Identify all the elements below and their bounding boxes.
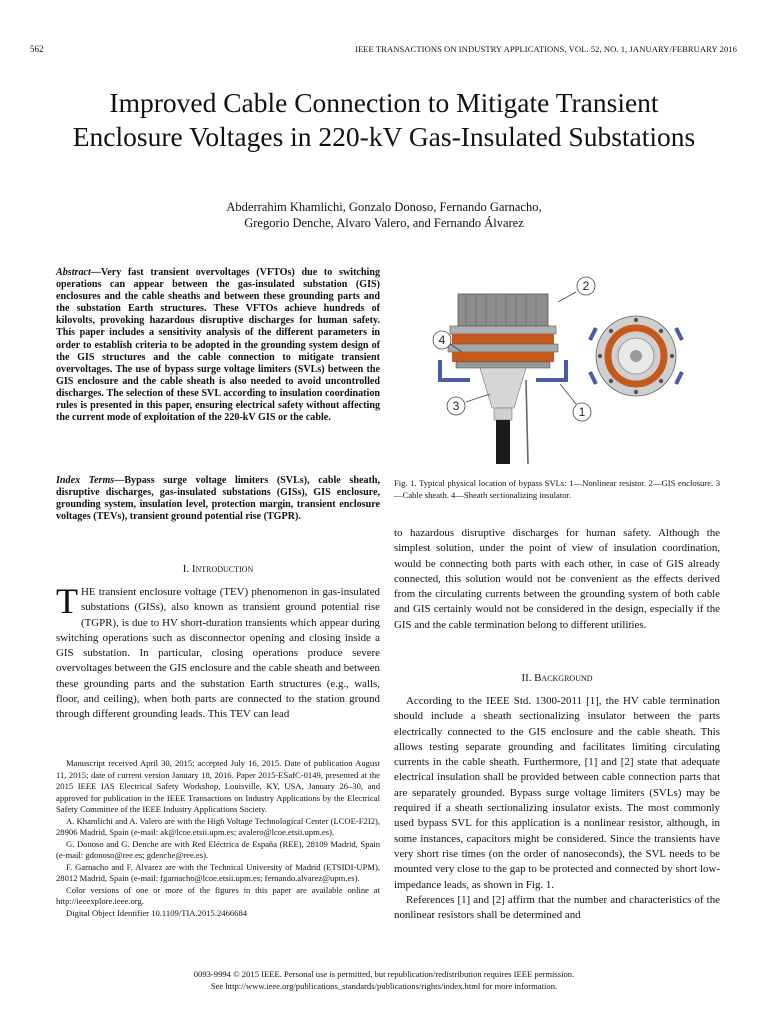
svl-blue-top-view-bottom-left [590,372,596,384]
gis-top-block [458,294,548,326]
abstract [56,267,380,424]
cable-sheath [496,420,510,464]
footnote-author-3: F. Garnacho and F. Alvarez are with the Technical University of Madrid (ETSIDI-UPM), 28012 Madrid, Spain (e-mail: fgarnacho@lcoe.etsii.upm.es; fernando.alvarez@upm.es). [56,861,380,883]
footnote-color: Color versions of one or more of the figures in this paper are available online at http://ieeexplore.ieee.org. [56,884,380,906]
figure-caption: Fig. 1. Typical physical location of bypass SVLs: 1—Nonlinear resistor. 2—GIS enclosure. 3—Cable sheath. 4—Sheath sectionalizing insulator. [394,478,720,500]
abstract-text: —Very fast transient overvoltages (VFTOs) due to switching operations can appear between the gas-insulated substation (GIS) enclosures and the cable sheaths and between these grounding parts and the substation Earth structures. These VFTOs achieve hundreds of kilovolts, provoking hazardous disruptive discharges for human safety. This paper includes a sensitivity analysis of the different parameters in order to establish criteria to be adopted in the grounding system design of the GIS structures and the cable connection to mitigate transient overvoltages. The use of bypass surge voltage limiters (SVLs) between the GIS enclosure and the cable sheath is also needed to avoid uncontrolled discharges. The selection of these SVL according to insulation coordination rules is presented in this paper, ensuring electrical safety without affecting the current mode of exploitation of the 220-kV GIS or the cable. [56,267,380,424]
abstract-label: Abstract [56,267,91,278]
footnotes [56,758,380,919]
ground-lead [526,380,528,464]
footnote-doi: Digital Object Identifier 10.1109/TIA.2015.2466684 [66,907,248,918]
top-view [590,316,682,396]
svl-blue-top-view-left [590,328,596,340]
index-terms-label: Index Terms [56,475,115,486]
index-terms-text: —Bypass surge voltage limiters (SVLs), cable sheath, disruptive discharges, gas-insulated substations (GISs), GIS enclosure, grounding system, insulation level, protection margin, transient enclosure voltages (TEVs), transient ground potential rise (TGPR). [56,475,380,523]
svl-blue-top-view-bottom-right [676,372,682,384]
figure-1 [430,268,694,464]
flange-center [630,350,642,362]
insulator-ring-orange-1 [452,334,554,344]
dropcap: T [56,581,78,621]
cable-neck [494,408,512,420]
intro-text: HE transient enclosure voltage (TEV) phenomenon in gas-insulated substations (GISs), also known as transient ground potential rise (TGPR), is due to HV short-duration transients which appear during switching operations such as disconnector opening and closing inside a GIS substation. In particular, closing operations produce severe overvoltages between the GIS enclosure and the cable sheath and between these grounding parts and the substation Earth structures (e.g., walls, floor, and ceiling), when both parts are connected to the station ground through different grounding leads. This TEV can lead [56,586,380,721]
intro-paragraph [56,581,380,723]
authors-line-1: Abderrahim Khamlichi, Gonzalo Donoso, Fernando Garnacho, [226,200,542,214]
flange-upper [450,326,556,334]
background-paragraph-2: References [1] and [2] affirm that the number and characteristics of the nonlinear resistors shall be determined and [394,893,720,922]
journal-header: IEEE TRANSACTIONS ON INDUSTRY APPLICATIONS, VOL. 52, NO. 1, JANUARY/FEBRUARY 2016 [355,44,737,54]
intro-heading: I. Introduction [182,563,254,575]
callout-4-label: 4 [438,333,446,347]
footnote-manuscript: Manuscript received April 30, 2015; accepted July 16, 2015. Date of publication August 11, 2015; date of current version January 18, 2016. Paper 2015-ESafC-0149, presented at the 2015 IEEE IAS Electrical Safety Workshop, Louisville, KY, USA, January 26–30, and approved for publication in the IEEE Transactions on Industry Applications by the Electrical Safety Committee of the IEEE Industry Applications Society. [56,758,380,814]
footnote-author-1: A. Khamlichi and A. Valero are with the High Voltage Technological Center (LCOE-F2I2), 28906 Madrid, Spain (e-mail: ak@lcoe.etsii.upm.es; avalero@lcoe.etsii.upm.es). [56,815,380,837]
authors-line-2: Gregorio Denche, Alvaro Valero, and Fernando Álvarez [244,215,524,230]
background-heading: II. Background [521,672,593,684]
cable-cone [480,368,526,408]
copyright-notice [90,968,678,992]
copyright-line-2: See http://www.ieee.org/publications_standards/publications/rights/index.html for more information. [210,981,558,991]
flange-middle [448,344,558,352]
insulator-ring-orange-2 [452,352,554,362]
right-paragraph-1: to hazardous disruptive discharges for human safety. Although the simplest solution, under the point of view of insulation coordination, would be connecting both parts with each other, in case of GIS already connected, this solution would not be convenient as the effects derived from the circulating currents between the grounding system of both cable and GIS certainly would not be considered in the design, especially if the GIS and the cable termination belong to different utilities. [394,527,720,631]
callout-1-label: 1 [578,405,586,419]
footnote-author-2: G. Donoso and G. Denche are with Red Eléctrica de España (REE), 28109 Madrid, Spain (e-mail: gdonoso@ree.es; gdenche@ree.es). [56,838,380,860]
side-view [440,294,566,464]
authors [100,200,668,231]
background-section [394,694,720,923]
index-terms [56,475,380,523]
background-paragraph-1: According to the IEEE Std. 1300-2011 [1], the HV cable termination should include a sheath sectionalizing insulator between the parts electrically connected to the GIS enclosure and the cable sheath. This allows testing separate grounding and facilitates limiting circulating currents in the cable sheath. Furthermore, [1] and [2] state that adequate electrical insulation shall be provided between cable connection parts that are separately grounded. Bypass surge voltage limiters (SVLs) may be required if a sheath sectionalizing insulator exists. The most commonly used bypass SVL for this application is a nonlinear resistor, although, in some instances, capacitors might be considered. Since the transients have very short rise times (on the order of nanoseconds), the SVL needs to be mounted very close to the gap to be protected and connected by short low-impedance leads, as shown in Fig. 1. [394,695,720,891]
callout-2-label: 2 [582,279,590,293]
svl-blue-top-view-right [676,328,682,340]
copyright-line-1: 0093-9994 © 2015 IEEE. Personal use is permitted, but republication/redistribution requires IEEE permission. [193,969,575,979]
paper-title: Improved Cable Connection to Mitigate Transient Enclosure Voltages in 220-kV Gas-Insulated Substations [72,87,696,152]
page-number: 562 [30,44,44,54]
callout-3-label: 3 [452,399,460,413]
flange-lower [456,362,550,368]
